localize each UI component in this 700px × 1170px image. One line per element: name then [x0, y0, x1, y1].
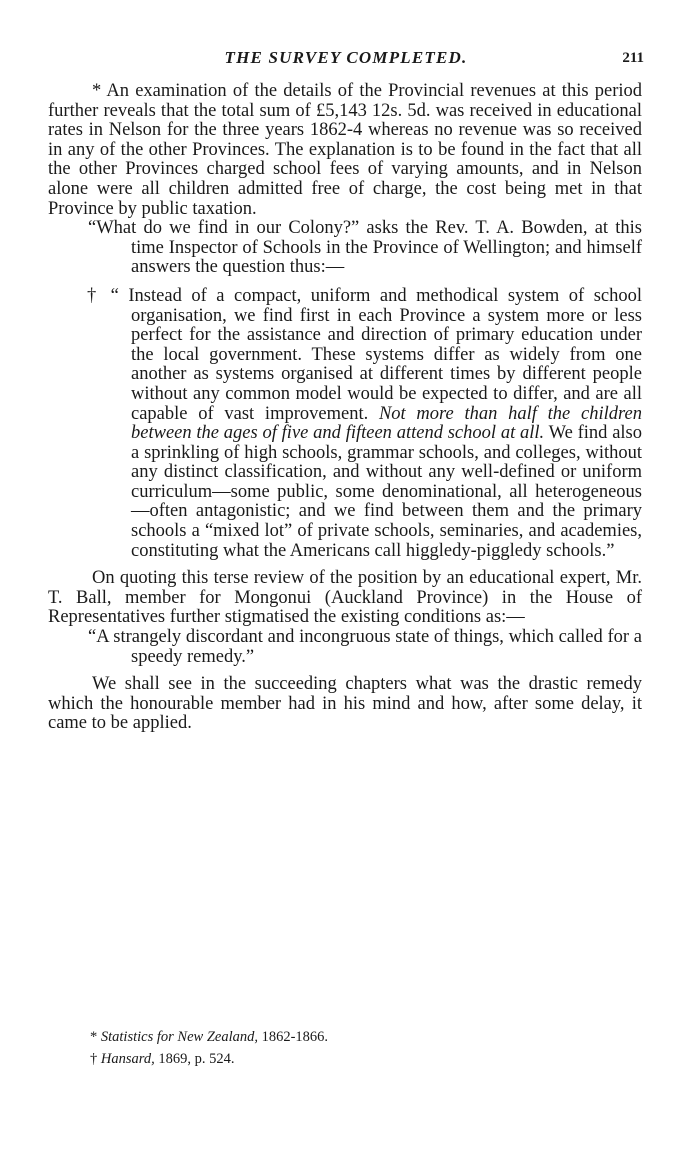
footnote-hansard [90, 1048, 590, 1070]
footnote-detail: 1869, p. 524. [158, 1051, 235, 1067]
footnote-statistics [90, 1026, 590, 1048]
quote-bowden-answer [48, 287, 642, 561]
paragraph-succeeding-chapters: We shall see in the succeeding chapters what was the drastic remedy which the honourable member had in his mind and how, after some delay, it came to be applied. [48, 674, 642, 734]
paragraph-provincial-revenues: * An examination of the details of the Provincial revenues at this period further reveals that the total sum of £5,143 12s. 5d. was received in educational rates in Nelson for the three years 1862-4 whereas no revenue was so received in any of the other Provinces. The explanation is to be found in the fact that all the other Provinces charged school fees of varying amounts, and in Nelson alone were all children admitted free of charge, the cost being met in that Province by public taxation. [48, 81, 642, 219]
footnote-source: Statistics for New Zealand, [100, 1029, 258, 1045]
quote-text-start: † “ Instead of a compact, uniform and methodical system of school organisation, we find first in each Province a system more or less perfect for the assistance and direction of primary education under the local government. These systems differ as widely from one another as systems organised at different times by different people without any common model would be expected to differ, and are all capable of vast improvement. [87, 285, 642, 424]
paragraph-bowden-question: “What do we find in our Colony?” asks the Rev. T. A. Bowden, at this time Inspector of Schools in the Province of Wellington; and himself answers the question thus:— [88, 218, 642, 278]
page-body [48, 82, 642, 734]
paragraph-ball-review: On quoting this terse review of the position by an educational expert, Mr. T. Ball, member for Mongonui (Auckland Province) in the House of Representatives further stigmatised the existing conditions as:— [48, 568, 642, 628]
page-number: 211 [622, 50, 644, 66]
page-header [48, 48, 644, 74]
quote-text-end: We find also a sprinkling of high schools, grammar schools, and colleges, without any distinct classification, and without any well-defined or uniform curriculum—some public, some denominational, all heterogeneous—often antagonistic; and we find between them and the primary schools a “mixed lot” of private schools, seminaries, and academies, constituting what the Americans call higgledy-piggledy schools.” [131, 423, 642, 561]
footnotes [90, 1026, 590, 1070]
quote-ball-remedy: “A strangely discordant and incongruous state of things, which called for a speedy remedy.” [88, 627, 642, 667]
footnote-mark: * [90, 1029, 98, 1045]
footnote-mark: † [90, 1051, 98, 1067]
running-title: THE SURVEY COMPLETED. [224, 48, 468, 67]
quote-text-emphasis: Not more than half the children between the ages of five and fifteen attend school at all. [131, 403, 642, 444]
footnote-detail: 1862-1866. [261, 1029, 329, 1045]
footnote-source: Hansard, [100, 1051, 155, 1067]
